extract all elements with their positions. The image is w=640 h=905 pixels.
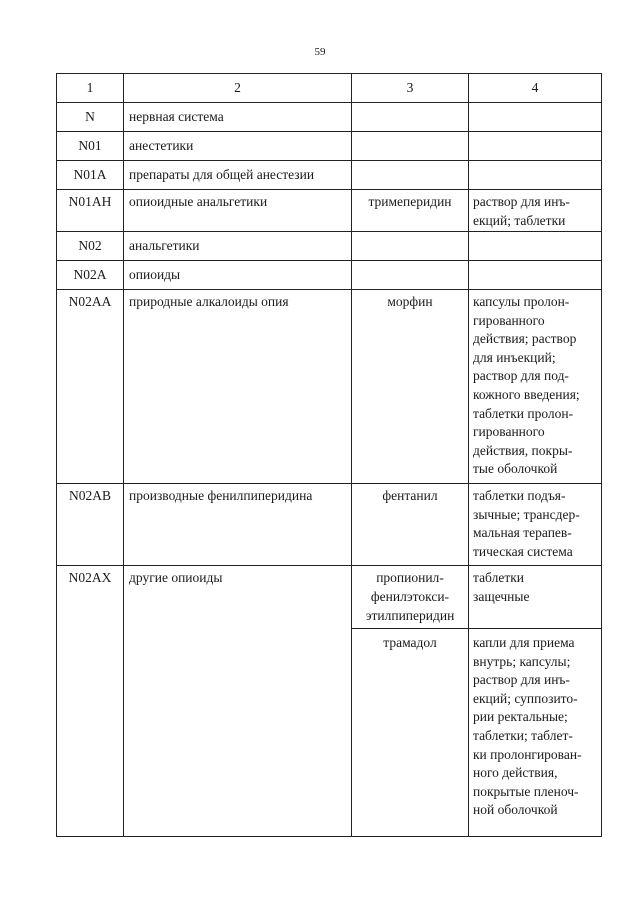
dosage-form-line: зычные; трансдер- bbox=[473, 506, 580, 522]
drug-name bbox=[352, 232, 469, 261]
drug-name-line: пропионил- bbox=[376, 570, 444, 586]
atc-code: N01A bbox=[57, 161, 124, 190]
table-row bbox=[57, 290, 602, 484]
table-row bbox=[57, 190, 602, 232]
drug-name bbox=[352, 566, 469, 629]
drug-name bbox=[352, 483, 469, 565]
group-name: производные фенилпиперидина bbox=[124, 483, 352, 565]
dosage-form-line: покрытые пленоч- bbox=[473, 783, 579, 799]
drug-name-line: этилпиперидин bbox=[365, 607, 455, 623]
dosage-form-line: раствор для инъ- bbox=[473, 194, 570, 209]
dosage-form-line: гированного bbox=[473, 312, 545, 328]
drug-name-line: тримеперидин bbox=[368, 194, 452, 209]
dosage-form-line: защечные bbox=[473, 588, 530, 604]
dosage-form-line: мальная терапев- bbox=[473, 525, 572, 541]
drug-name bbox=[352, 629, 469, 837]
dosage-form-line: екций; суппозито- bbox=[473, 690, 578, 706]
atc-code: N bbox=[57, 103, 124, 132]
dosage-form-line: гированного bbox=[473, 424, 545, 440]
atc-code: N01AH bbox=[57, 190, 124, 232]
dosage-form-line: капли для приема bbox=[473, 635, 575, 651]
dosage-form bbox=[469, 190, 602, 232]
dosage-form-line: капсулы пролон- bbox=[473, 294, 570, 309]
drug-name bbox=[352, 161, 469, 190]
dosage-form-line: таблетки bbox=[473, 570, 525, 586]
drug-name-line: трамадол bbox=[383, 635, 437, 651]
dosage-form-line: таблетки подъя- bbox=[473, 487, 566, 503]
dosage-form-line: внутрь; капсулы; bbox=[473, 653, 571, 669]
drug-name-line: фентанил bbox=[382, 487, 438, 503]
drug-classification-table bbox=[56, 73, 602, 837]
dosage-form-line: для инъекций; bbox=[473, 349, 556, 365]
group-name: нервная система bbox=[124, 103, 352, 132]
table-row bbox=[57, 566, 602, 629]
atc-code: N01 bbox=[57, 132, 124, 161]
dosage-form-line: кожного введения; bbox=[473, 386, 580, 402]
table-header-row bbox=[57, 74, 602, 103]
drug-name-line: фенилэтокси- bbox=[370, 588, 450, 604]
dosage-form-line: ной оболочкой bbox=[473, 802, 558, 818]
drug-name bbox=[352, 103, 469, 132]
table-row bbox=[57, 232, 602, 261]
table-row bbox=[57, 103, 602, 132]
dosage-form bbox=[469, 232, 602, 261]
table-row bbox=[57, 483, 602, 565]
header-col-2: 2 bbox=[124, 74, 352, 103]
group-name: анальгетики bbox=[124, 232, 352, 261]
drug-name bbox=[352, 190, 469, 232]
table-row bbox=[57, 132, 602, 161]
dosage-form-line: рии ректальные; bbox=[473, 709, 568, 725]
table-row bbox=[57, 161, 602, 190]
dosage-form bbox=[469, 161, 602, 190]
header-col-3: 3 bbox=[352, 74, 469, 103]
drug-name-line: морфин bbox=[387, 294, 433, 309]
group-name: опиоидные анальгетики bbox=[124, 190, 352, 232]
dosage-form-line: раствор для под- bbox=[473, 368, 569, 384]
atc-code: N02A bbox=[57, 261, 124, 290]
dosage-form bbox=[469, 290, 602, 484]
dosage-form bbox=[469, 132, 602, 161]
dosage-form-line: таблетки; таблет- bbox=[473, 728, 573, 744]
dosage-form-line: раствор для инъ- bbox=[473, 672, 570, 688]
dosage-form bbox=[469, 566, 602, 629]
dosage-form bbox=[469, 483, 602, 565]
dosage-form-line: действия, покры- bbox=[473, 442, 573, 458]
atc-code: N02 bbox=[57, 232, 124, 261]
header-col-4: 4 bbox=[469, 74, 602, 103]
drug-name bbox=[352, 290, 469, 484]
header-col-1: 1 bbox=[57, 74, 124, 103]
dosage-form bbox=[469, 103, 602, 132]
group-name: природные алкалоиды опия bbox=[124, 290, 352, 484]
drug-name bbox=[352, 261, 469, 290]
drug-name bbox=[352, 132, 469, 161]
group-name: опиоиды bbox=[124, 261, 352, 290]
group-name: анестетики bbox=[124, 132, 352, 161]
dosage-form bbox=[469, 261, 602, 290]
atc-code: N02AA bbox=[57, 290, 124, 484]
atc-code: N02AX bbox=[57, 566, 124, 837]
dosage-form-line: ки пролонгирован- bbox=[473, 746, 582, 762]
dosage-form-line: тые оболочкой bbox=[473, 461, 558, 477]
table-row bbox=[57, 261, 602, 290]
atc-code: N02AB bbox=[57, 483, 124, 565]
group-name: другие опиоиды bbox=[124, 566, 352, 837]
dosage-form-line: екций; таблетки bbox=[473, 212, 566, 228]
group-name: препараты для общей анестезии bbox=[124, 161, 352, 190]
dosage-form-line: тическая система bbox=[473, 543, 573, 559]
page-number: 59 bbox=[314, 46, 326, 58]
dosage-form bbox=[469, 629, 602, 837]
dosage-form-line: ного действия, bbox=[473, 765, 558, 781]
dosage-form-line: действия; раствор bbox=[473, 331, 577, 347]
dosage-form-line: таблетки пролон- bbox=[473, 405, 574, 421]
